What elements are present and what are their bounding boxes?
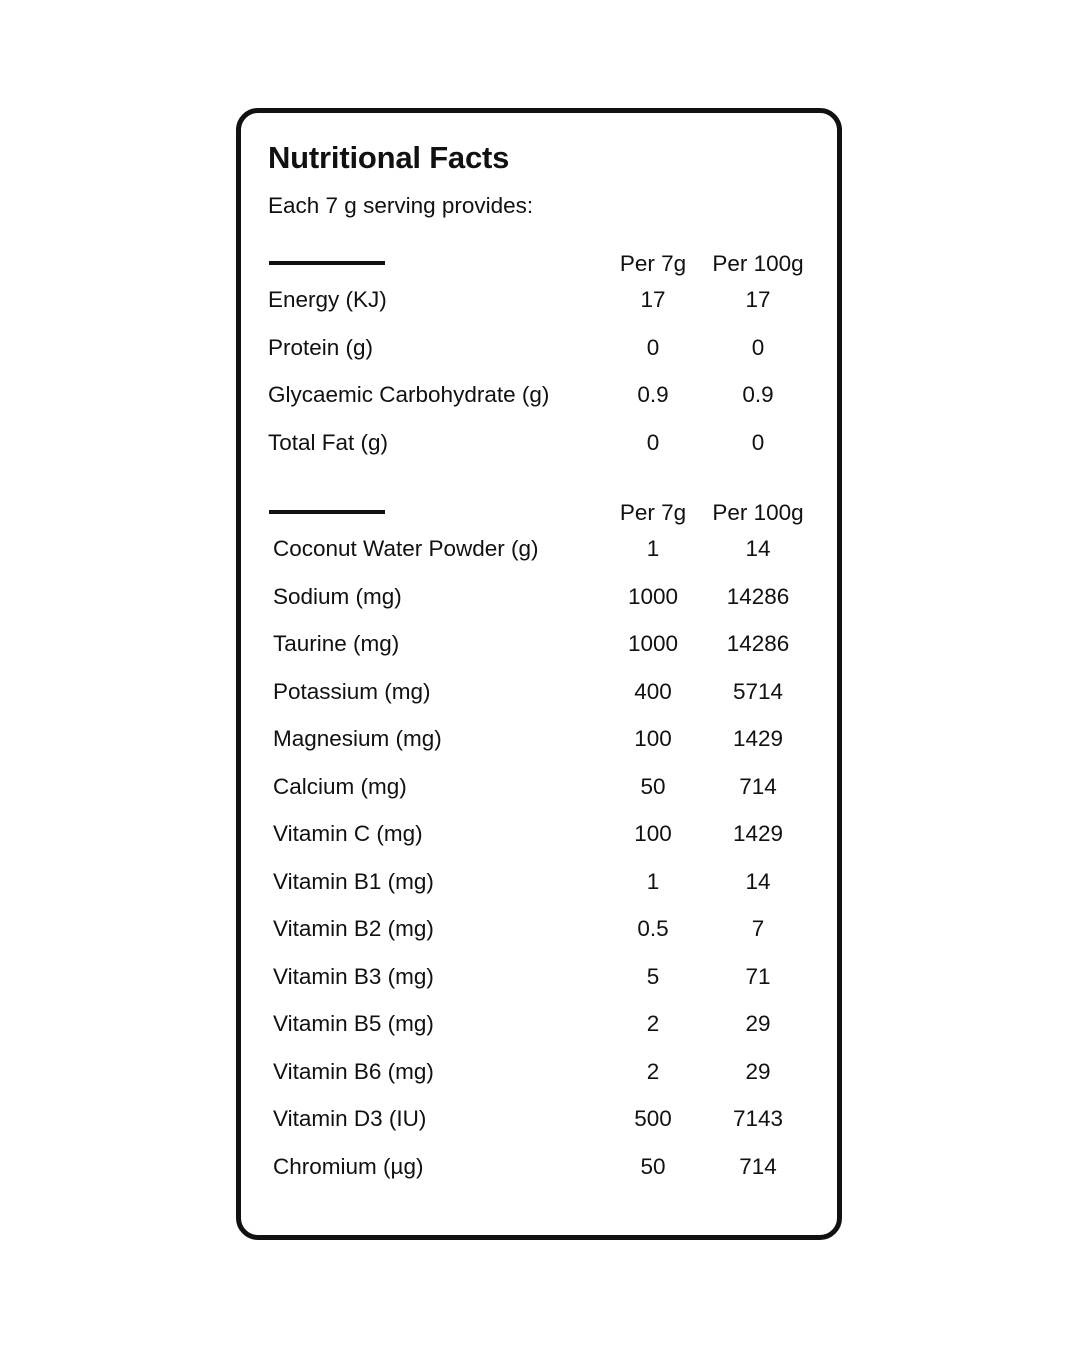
nutrient-value-per-100g: 0.9 xyxy=(742,382,774,407)
nutrient-value-per-7g: 100 xyxy=(634,821,672,846)
nutrient-label: Sodium (mg) xyxy=(273,583,402,609)
nutrient-value-per-100g: 14 xyxy=(745,868,771,894)
nutrient-value-per-100g: 5714 xyxy=(732,678,784,704)
nutrient-value-per-100g: 29 xyxy=(745,1058,771,1084)
nutrient-value-per-100g: 0 xyxy=(751,429,765,455)
column-header-per-7g: Per 7g xyxy=(619,500,687,525)
nutrient-label: Vitamin B2 (mg) xyxy=(273,916,434,941)
column-header-row xyxy=(241,500,837,534)
nutrient-value-per-7g: 2 xyxy=(646,1058,660,1084)
column-header-per-7g: Per 7g xyxy=(619,251,687,276)
nutrient-value-per-7g: 500 xyxy=(634,1106,672,1131)
nutrient-value-per-7g: 400 xyxy=(634,678,672,704)
nutrient-label: Total Fat (g) xyxy=(268,429,389,455)
nutrient-value-per-7g: 50 xyxy=(640,773,666,799)
nutrient-value-per-100g: 714 xyxy=(739,1153,777,1179)
nutrient-value-per-7g: 50 xyxy=(640,1153,666,1179)
macronutrient-rows xyxy=(241,285,837,475)
table-row xyxy=(241,285,837,333)
table-row xyxy=(241,1152,837,1200)
table-row xyxy=(241,819,837,867)
table-row xyxy=(241,1104,837,1152)
nutrient-label: Vitamin B3 (mg) xyxy=(273,963,434,989)
nutrient-value-per-100g: 714 xyxy=(739,773,777,799)
nutrient-value-per-7g: 5 xyxy=(646,963,660,989)
table-row xyxy=(241,428,837,476)
nutrient-label: Protein (g) xyxy=(268,334,374,360)
page-title: Nutritional Facts xyxy=(268,140,510,175)
nutrient-value-per-7g: 2 xyxy=(646,1011,660,1036)
nutrient-value-per-7g: 0.5 xyxy=(637,916,669,941)
table-row xyxy=(241,1009,837,1057)
nutrient-label: Glycaemic Carbohydrate (g) xyxy=(268,382,550,407)
table-row xyxy=(241,380,837,428)
table-row xyxy=(241,724,837,772)
nutrient-label: Chromium (µg) xyxy=(273,1153,424,1179)
column-header-row xyxy=(241,251,837,285)
nutrient-value-per-100g: 14286 xyxy=(726,631,790,656)
table-row xyxy=(241,333,837,381)
column-header-per-100g: Per 100g xyxy=(712,500,804,525)
card-inner xyxy=(241,113,837,1235)
nutrient-value-per-100g: 7 xyxy=(751,916,765,941)
nutrient-label: Energy (KJ) xyxy=(268,287,387,312)
nutrient-value-per-7g: 1000 xyxy=(627,583,679,609)
nutrient-value-per-7g: 100 xyxy=(634,726,672,751)
nutrient-value-per-100g: 0 xyxy=(751,334,765,360)
nutrition-facts-card xyxy=(236,108,842,1240)
table-row xyxy=(241,914,837,962)
nutrient-value-per-100g: 17 xyxy=(745,287,771,312)
table-row xyxy=(241,629,837,677)
table-row xyxy=(241,772,837,820)
nutrient-value-per-100g: 14286 xyxy=(726,583,790,609)
nutrient-label: Magnesium (mg) xyxy=(273,726,442,751)
nutrient-value-per-7g: 0 xyxy=(646,429,660,455)
nutrient-label: Coconut Water Powder (g) xyxy=(273,536,539,561)
nutrient-value-per-7g: 0 xyxy=(646,334,660,360)
nutrient-value-per-100g: 7143 xyxy=(732,1106,784,1131)
nutrient-value-per-100g: 14 xyxy=(745,536,771,561)
table-row xyxy=(241,534,837,582)
nutrient-value-per-100g: 29 xyxy=(745,1011,771,1036)
table-row xyxy=(241,582,837,630)
nutrient-label: Vitamin D3 (IU) xyxy=(273,1106,427,1131)
table-row xyxy=(241,1057,837,1105)
nutrient-label: Vitamin C (mg) xyxy=(273,821,423,846)
serving-size-note: Each 7 g serving provides: xyxy=(268,193,534,218)
nutrient-value-per-7g: 1 xyxy=(646,868,660,894)
nutrient-label: Vitamin B1 (mg) xyxy=(273,868,434,894)
nutrient-value-per-7g: 0.9 xyxy=(637,382,669,407)
nutrient-value-per-7g: 17 xyxy=(640,287,666,312)
table-row xyxy=(241,867,837,915)
nutrient-label: Taurine (mg) xyxy=(273,631,400,656)
nutrient-value-per-7g: 1 xyxy=(646,536,660,561)
nutrient-label: Potassium (mg) xyxy=(273,678,431,704)
nutrient-value-per-7g: 1000 xyxy=(627,631,679,656)
nutrient-label: Calcium (mg) xyxy=(273,773,407,799)
micronutrient-rows xyxy=(241,534,837,1199)
nutrient-value-per-100g: 1429 xyxy=(732,821,784,846)
column-header-per-100g: Per 100g xyxy=(712,251,804,276)
nutrient-value-per-100g: 71 xyxy=(745,963,771,989)
nutrient-label: Vitamin B5 (mg) xyxy=(273,1011,434,1036)
nutrient-value-per-100g: 1429 xyxy=(732,726,784,751)
table-row xyxy=(241,677,837,725)
nutrient-label: Vitamin B6 (mg) xyxy=(273,1058,434,1084)
table-row xyxy=(241,962,837,1010)
